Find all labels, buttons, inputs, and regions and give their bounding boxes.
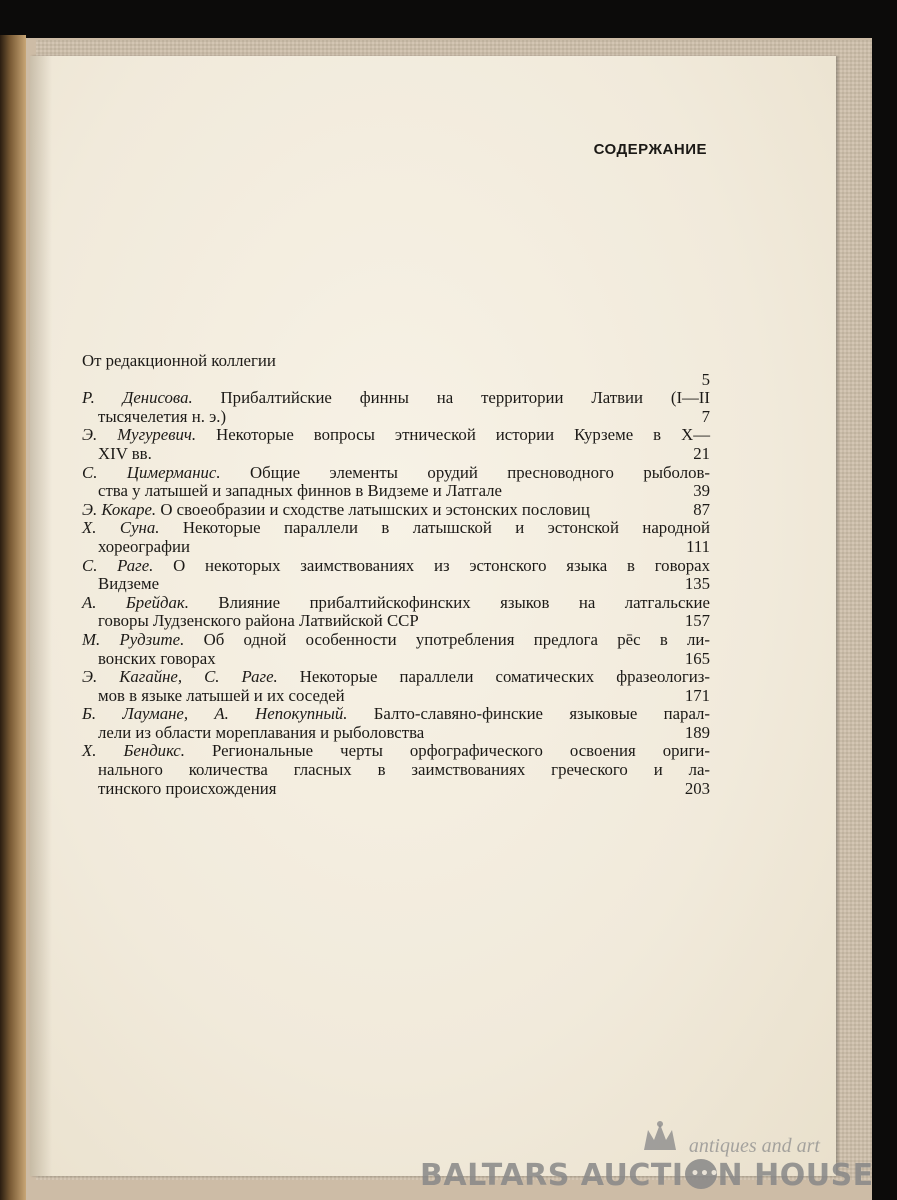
- toc-author: С. Раге.: [82, 555, 154, 575]
- watermark-brand: [420, 1158, 874, 1193]
- toc-page-number: 189: [684, 722, 710, 742]
- toc-entry[interactable]: [82, 557, 710, 594]
- toc-entry[interactable]: [82, 705, 710, 742]
- toc-title: Балто-славяно-финские языковые парал-: [347, 704, 710, 724]
- toc-line: [82, 668, 710, 687]
- toc-line: [82, 575, 710, 594]
- toc-page-number: 39: [693, 481, 710, 501]
- toc-line: [82, 445, 710, 464]
- toc-entry[interactable]: [82, 519, 710, 556]
- toc-title: ства у латышей и западных финнов в Видземе и Латгале: [98, 481, 503, 501]
- toc-line: [82, 761, 710, 780]
- toc-title: Некоторые параллели в латышской и эстонской народной: [159, 518, 710, 538]
- toc-line: [82, 426, 710, 445]
- toc-title: Видземе: [98, 574, 160, 594]
- toc-entry[interactable]: [82, 464, 710, 501]
- crown-icon: [640, 1120, 680, 1156]
- toc-author: А. Брейдак.: [82, 592, 189, 612]
- toc-title: мов в языке латышей и их соседей: [98, 685, 345, 705]
- toc-entry[interactable]: [82, 742, 710, 798]
- toc-author: М. Рудзите.: [82, 629, 185, 649]
- page-title: СОДЕРЖАНИЕ: [593, 141, 707, 158]
- watermark-tagline: antiques and art: [688, 1135, 820, 1157]
- watermark: [420, 1125, 874, 1195]
- toc-entry[interactable]: [82, 594, 710, 631]
- toc-author: Э. Мугуревич.: [82, 425, 197, 445]
- toc-page-number: 171: [684, 685, 710, 705]
- toc-line: [82, 352, 710, 371]
- toc-author: Х. Суна.: [82, 518, 160, 538]
- toc-title: Некоторые параллели соматических фразеологиз-: [277, 667, 710, 687]
- toc-title: Некоторые вопросы этнической истории Курземе в X—: [196, 425, 710, 445]
- toc-title: лели из области мореплавания и рыболовства: [98, 722, 425, 742]
- toc-title: тысячелетия н. э.): [98, 406, 227, 426]
- book-spine-edge: [0, 35, 26, 1200]
- toc-title: Влияние прибалтийскофинских языков на латгальские: [188, 592, 710, 612]
- toc-page-number: 7: [701, 406, 710, 426]
- toc-page-number: 157: [684, 611, 710, 631]
- toc-line: [82, 482, 710, 501]
- watermark-brand-head: BALTARS AUCTI: [420, 1158, 684, 1193]
- toc-line: [82, 371, 710, 390]
- toc-line: [82, 538, 710, 557]
- toc-title: XIV вв.: [98, 443, 152, 463]
- toc-page-number: 5: [701, 369, 710, 389]
- toc-author: Э. Кагайне, С. Раге.: [82, 667, 278, 687]
- toc-page-number: 203: [684, 778, 710, 798]
- toc-title: нального количества гласных в заимствованиях греческого и ла-: [98, 760, 710, 780]
- toc-entry[interactable]: [82, 352, 710, 389]
- toc-title: говоры Лудзенского района Латвийской ССР: [98, 611, 419, 631]
- toc-entry[interactable]: [82, 389, 710, 426]
- toc-line: [82, 650, 710, 669]
- toc-title: От редакционной коллегии: [82, 351, 276, 370]
- toc-line: [82, 408, 710, 427]
- toc-page-number: 87: [693, 499, 710, 519]
- toc-entry[interactable]: [82, 501, 710, 520]
- toc-author: С. Цимерманис.: [82, 462, 221, 482]
- watermark-o-dots: •••: [685, 1159, 717, 1189]
- toc-line: [82, 501, 710, 520]
- toc-title: О некоторых заимствованиях из эстонского языка в говорах: [153, 555, 711, 575]
- watermark-brand-tail: N HOUSE: [717, 1158, 874, 1193]
- toc-line: [82, 612, 710, 631]
- toc-author: Э. Кокаре.: [82, 499, 157, 519]
- toc-entry[interactable]: [82, 426, 710, 463]
- toc-title: О своеобразии и сходстве латышских и эстонских пословиц: [156, 499, 590, 519]
- toc-line: [82, 687, 710, 706]
- toc-title: вонских говорах: [98, 648, 216, 668]
- toc-title: Об одной особенности употребления предлога pēc в ли-: [184, 629, 710, 649]
- toc-entry[interactable]: [82, 668, 710, 705]
- toc-title: Прибалтийские финны на территории Латвии (I—II: [192, 388, 710, 408]
- toc-author: Х. Бендикс.: [82, 741, 185, 761]
- toc-line: [82, 705, 710, 724]
- toc-title: хореографии: [98, 536, 190, 556]
- toc-page-number: 135: [684, 574, 710, 594]
- toc-line: [82, 389, 710, 408]
- toc-author: Б. Лаумане, А. Непокупный.: [82, 704, 348, 724]
- toc-line: [82, 464, 710, 483]
- toc-title: Региональные черты орфографического освоения ориги-: [184, 741, 710, 761]
- toc-title: тинского происхождения: [98, 778, 277, 798]
- toc-line: [82, 724, 710, 743]
- toc-entry[interactable]: [82, 631, 710, 668]
- toc-line: [82, 594, 710, 613]
- gutter-shadow: [30, 56, 52, 1176]
- toc-line: [82, 519, 710, 538]
- table-of-contents: [82, 352, 710, 798]
- toc-page-number: 111: [686, 536, 710, 556]
- toc-page-number: 165: [684, 648, 710, 668]
- toc-title: Общие элементы орудий пресноводного рыболов-: [220, 462, 710, 482]
- toc-line: [82, 631, 710, 650]
- toc-line: [82, 557, 710, 576]
- toc-page-number: 21: [693, 443, 710, 463]
- toc-line: [82, 780, 710, 799]
- toc-line: [82, 742, 710, 761]
- toc-author: Р. Денисова.: [82, 388, 193, 408]
